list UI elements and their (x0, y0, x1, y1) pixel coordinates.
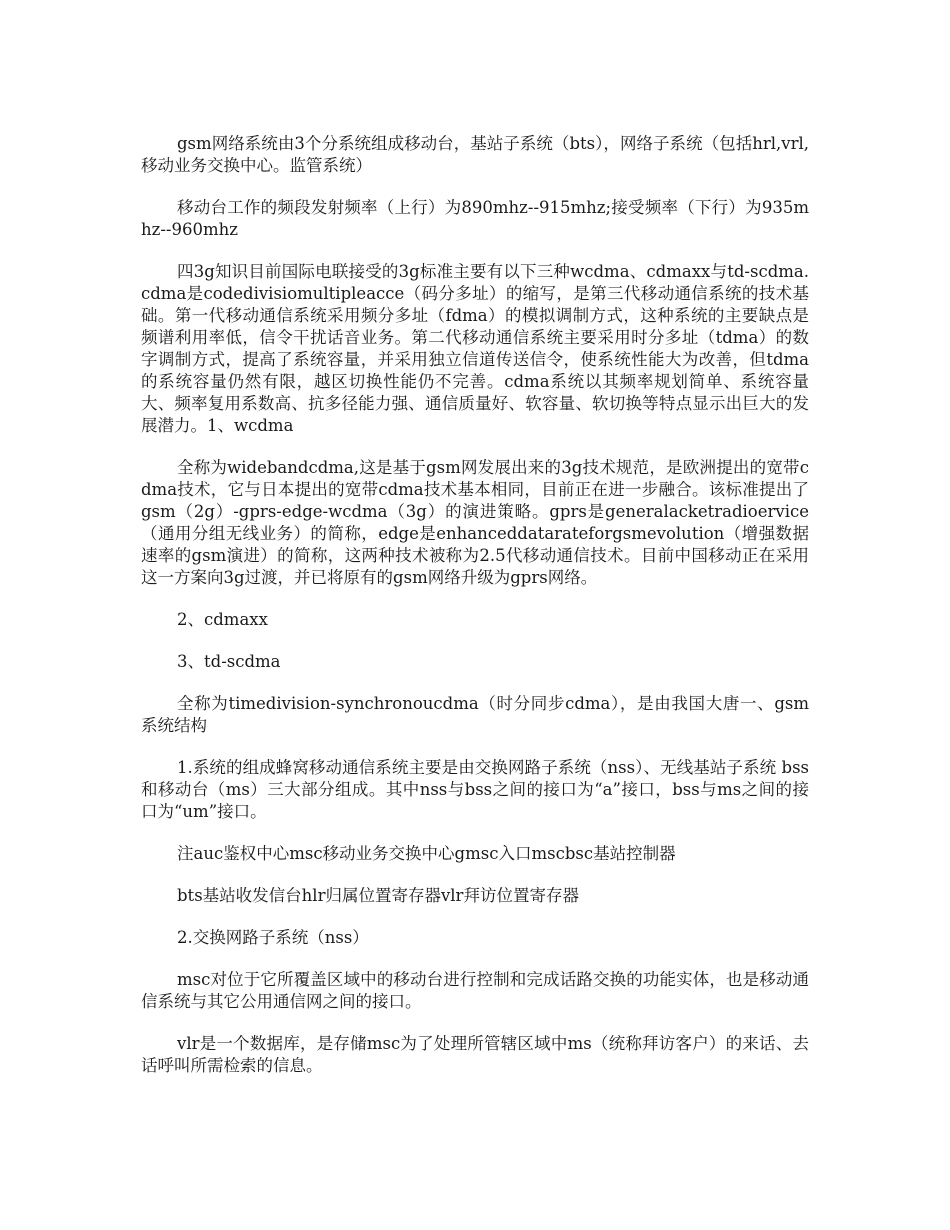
paragraph-wcdma: 全称为widebandcdma,这是基于gsm网发展出来的3g技术规范，是欧洲提出的宽带cdma技术，它与日本提出的宽带cdma技术基本相同，目前正在进一步融合。该标准提出了gsm（2g）-gprs-edge-wcdma（3g）的演进策略。gprs是generalacketradioervice（通用分组无线业务）的简称，edge是enhanceddatarateforgsmevolution（增强数据速率的gsm演进）的简称，这两种技术被称为2.5代移动通信技术。目前中国移动正在采用这一方案向3g过渡，并已将原有的gsm网络升级为gprs网络。 (141, 458, 809, 587)
heading-nss: 2.交换网路子系统（nss） (177, 928, 369, 947)
paragraph-note-auc-msc: 注auc鉴权中心msc移动业务交换中心gmsc入口mscbsc基站控制器 (177, 844, 676, 863)
paragraph-system-composition: 1.系统的组成蜂窝移动通信系统主要是由交换网路子系统（nss）、无线基站子系统 bss和移动台（ms）三大部分组成。其中nss与bss之间的接口为“a”接口，bss与ms之间的接口为“um”接口。 (141, 758, 809, 821)
paragraph-bts-hlr-vlr: bts基站收发信台hlr归属位置寄存器vlr拜访位置寄存器 (177, 886, 579, 905)
paragraph-td-scdma: 全称为timedivision-synchronoucdma（时分同步cdma），是由我国大唐一、gsm系统结构 (141, 694, 809, 735)
heading-td-scdma: 3、td-scdma (177, 652, 281, 671)
paragraph-gsm-subsystems: gsm网络系统由3个分系统组成移动台，基站子系统（bts），网络子系统（包括hrl,vrl,移动业务交换中心。监管系统） (141, 134, 809, 175)
paragraph-vlr: vlr是一个数据库，是存储msc为了处理所管辖区域中ms（统称拜访客户）的来话、去话呼叫所需检索的信息。 (141, 1034, 809, 1075)
document-body (141, 133, 809, 1097)
heading-cdmaxx: 2、cdmaxx (177, 610, 268, 629)
paragraph-msc: msc对位于它所覆盖区域中的移动台进行控制和完成话路交换的功能实体，也是移动通信系统与其它公用通信网之间的接口。 (141, 970, 809, 1011)
paragraph-frequency-bands: 移动台工作的频段发射频率（上行）为890mhz--915mhz;接受频率（下行）为935mhz--960mhz (141, 198, 809, 239)
paragraph-3g-standards: 四3g知识目前国际电联接受的3g标准主要有以下三种wcdma、cdmaxx与td-scdma.cdma是codedivisiomultipleacce（码分多址）的缩写，是第三代移动通信系统的技术基础。第一代移动通信系统采用频分多址（fdma）的模拟调制方式，这种系统的主要缺点是频谱利用率低，信令干扰话音业务。第二代移动通信系统主要采用时分多址（tdma）的数字调制方式，提高了系统容量，并采用独立信道传送信令，使系统性能大为改善，但tdma的系统容量仍然有限，越区切换性能仍不完善。cdma系统以其频率规划简单、系统容量大、频率复用系数高、抗多径能力强、通信质量好、软容量、软切换等特点显示出巨大的发展潜力。1、wcdma (141, 262, 809, 435)
